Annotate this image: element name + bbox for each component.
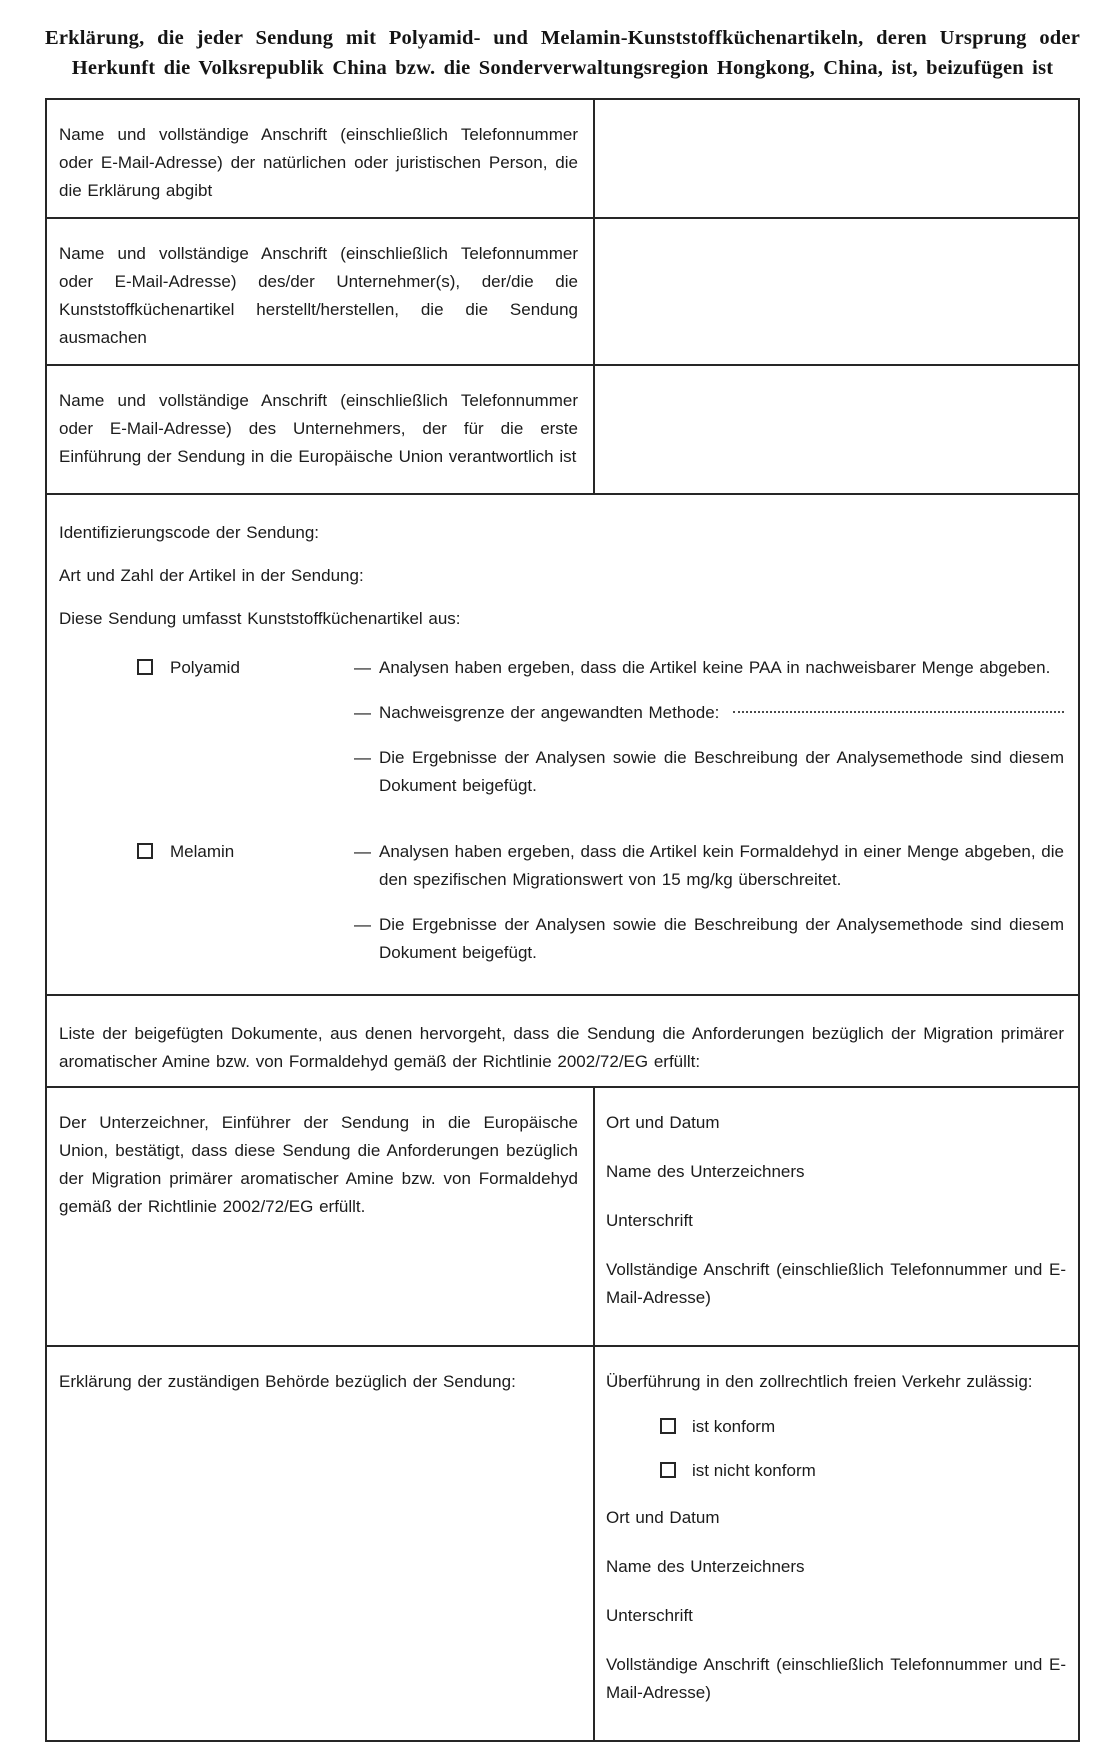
nicht-konform-label: ist nicht konform bbox=[692, 1461, 816, 1481]
signer-place-date-label: Ort und Datum bbox=[606, 1113, 720, 1133]
polyamid-statement-detection-limit: — Nachweisgrenze der angewandten Methode: bbox=[354, 699, 1064, 727]
authority-declaration-row bbox=[47, 1345, 1078, 1740]
authority-name-label: Name des Unterzeichners bbox=[606, 1557, 805, 1577]
authority-address-label: Vollständige Anschrift (einschließlich Telefonnummer und E-Mail-Adresse) bbox=[606, 1655, 1066, 1703]
signer-declaration-label: Der Unterzeichner, Einführer der Sendung in die Europäische Union, bestätigt, dass diese Sendung die Anforderungen bezüglich der Migration primärer aromatischer Amine bzw. von Formaldehyd gemäß der Richtlinie 2002/72/EG erfüllt. bbox=[47, 1088, 595, 1345]
authority-signature-label: Unterschrift bbox=[606, 1606, 693, 1626]
page-title: Erklärung, die jeder Sendung mit Polyamid- und Melamin-Kunststoffküchenartikeln, deren Ursprung oder Herkunft die Volksrepublik China bzw. die Sonderverwaltungsregion Hongkong, China, ist, beizufügen ist bbox=[45, 27, 1080, 79]
declaration-form-table bbox=[45, 98, 1080, 1742]
importer-row bbox=[47, 364, 1078, 493]
dash-icon: — bbox=[354, 703, 371, 723]
declarant-row bbox=[47, 100, 1078, 217]
option-konform bbox=[660, 1414, 1066, 1440]
consignment-row bbox=[47, 493, 1078, 994]
melamin-checkbox[interactable] bbox=[137, 843, 153, 859]
polyamid-statement-paa: — Analysen haben ergeben, dass die Artikel keine PAA in nachweisbarer Menge abgeben. bbox=[354, 654, 1064, 682]
melamin-statement-results: — Die Ergebnisse der Analysen sowie die Beschreibung der Analysemethode sind diesem Dokument beigefügt. bbox=[354, 911, 1064, 967]
consignment-contains-label: Diese Sendung umfasst Kunststoffküchenartikel aus: bbox=[59, 609, 461, 629]
signer-signature-label: Unterschrift bbox=[606, 1211, 693, 1231]
konform-label: ist konform bbox=[692, 1417, 776, 1437]
dash-icon: — bbox=[354, 842, 371, 862]
melamin-statement-formaldehyd: — Analysen haben ergeben, dass die Artikel kein Formaldehyd in einer Menge abgeben, die den spezifischen Migrationswert von 15 mg/kg überschreitet. bbox=[354, 838, 1064, 894]
documents-row bbox=[47, 994, 1078, 1086]
dash-icon: — bbox=[354, 658, 371, 678]
importer-value-cell bbox=[595, 366, 1078, 493]
dash-icon: — bbox=[354, 748, 371, 768]
consignment-count-label: Art und Zahl der Artikel in der Sendung: bbox=[59, 566, 364, 586]
nicht-konform-checkbox[interactable] bbox=[660, 1462, 676, 1478]
polyamid-checkbox[interactable] bbox=[137, 659, 153, 675]
polyamid-statement-results: — Die Ergebnisse der Analysen sowie die Beschreibung der Analysemethode sind diesem Dokument beigefügt. bbox=[354, 744, 1064, 800]
signer-address-label: Vollständige Anschrift (einschließlich Telefonnummer und E-Mail-Adresse) bbox=[606, 1260, 1066, 1308]
declarant-label: Name und vollständige Anschrift (einschließlich Telefonnummer oder E-Mail-Adresse) der natürlichen oder juristischen Person, die die Erklärung abgibt bbox=[47, 100, 595, 217]
consignment-id-label: Identifizierungscode der Sendung: bbox=[59, 523, 320, 543]
melamin-label: Melamin bbox=[170, 842, 235, 862]
signer-declaration-row bbox=[47, 1086, 1078, 1345]
polyamid-label: Polyamid bbox=[170, 658, 240, 678]
manufacturer-value-cell bbox=[595, 219, 1078, 364]
option-nicht-konform bbox=[660, 1458, 1066, 1484]
material-polyamid bbox=[137, 654, 1064, 817]
dotted-fill-line bbox=[733, 711, 1064, 713]
release-label: Überführung in den zollrechtlich freien Verkehr zulässig: bbox=[606, 1372, 1033, 1392]
manufacturer-label: Name und vollständige Anschrift (einschließlich Telefonnummer oder E-Mail-Adresse) des/der Unternehmer(s), der/die die Kunststoffküchenartikel herstellt/herstellen, die die Sendung ausmachen bbox=[47, 219, 595, 364]
konform-checkbox[interactable] bbox=[660, 1418, 676, 1434]
dash-icon: — bbox=[354, 915, 371, 935]
documents-label: Liste der beigefügten Dokumente, aus denen hervorgeht, dass die Sendung die Anforderungen bezüglich der Migration primärer aromatischer Amine bzw. von Formaldehyd gemäß der Richtlinie 2002/72/EG erfüllt: bbox=[59, 1024, 1064, 1072]
authority-declaration-label: Erklärung der zuständigen Behörde bezüglich der Sendung: bbox=[47, 1347, 595, 1740]
signer-name-label: Name des Unterzeichners bbox=[606, 1162, 805, 1182]
importer-label: Name und vollständige Anschrift (einschließlich Telefonnummer oder E-Mail-Adresse) des Unternehmers, der für die erste Einführung der Sendung in die Europäische Union verantwortlich ist bbox=[47, 366, 595, 493]
manufacturer-row bbox=[47, 217, 1078, 364]
authority-place-date-label: Ort und Datum bbox=[606, 1508, 720, 1528]
declarant-value-cell bbox=[595, 100, 1078, 217]
material-melamin bbox=[137, 838, 1064, 984]
